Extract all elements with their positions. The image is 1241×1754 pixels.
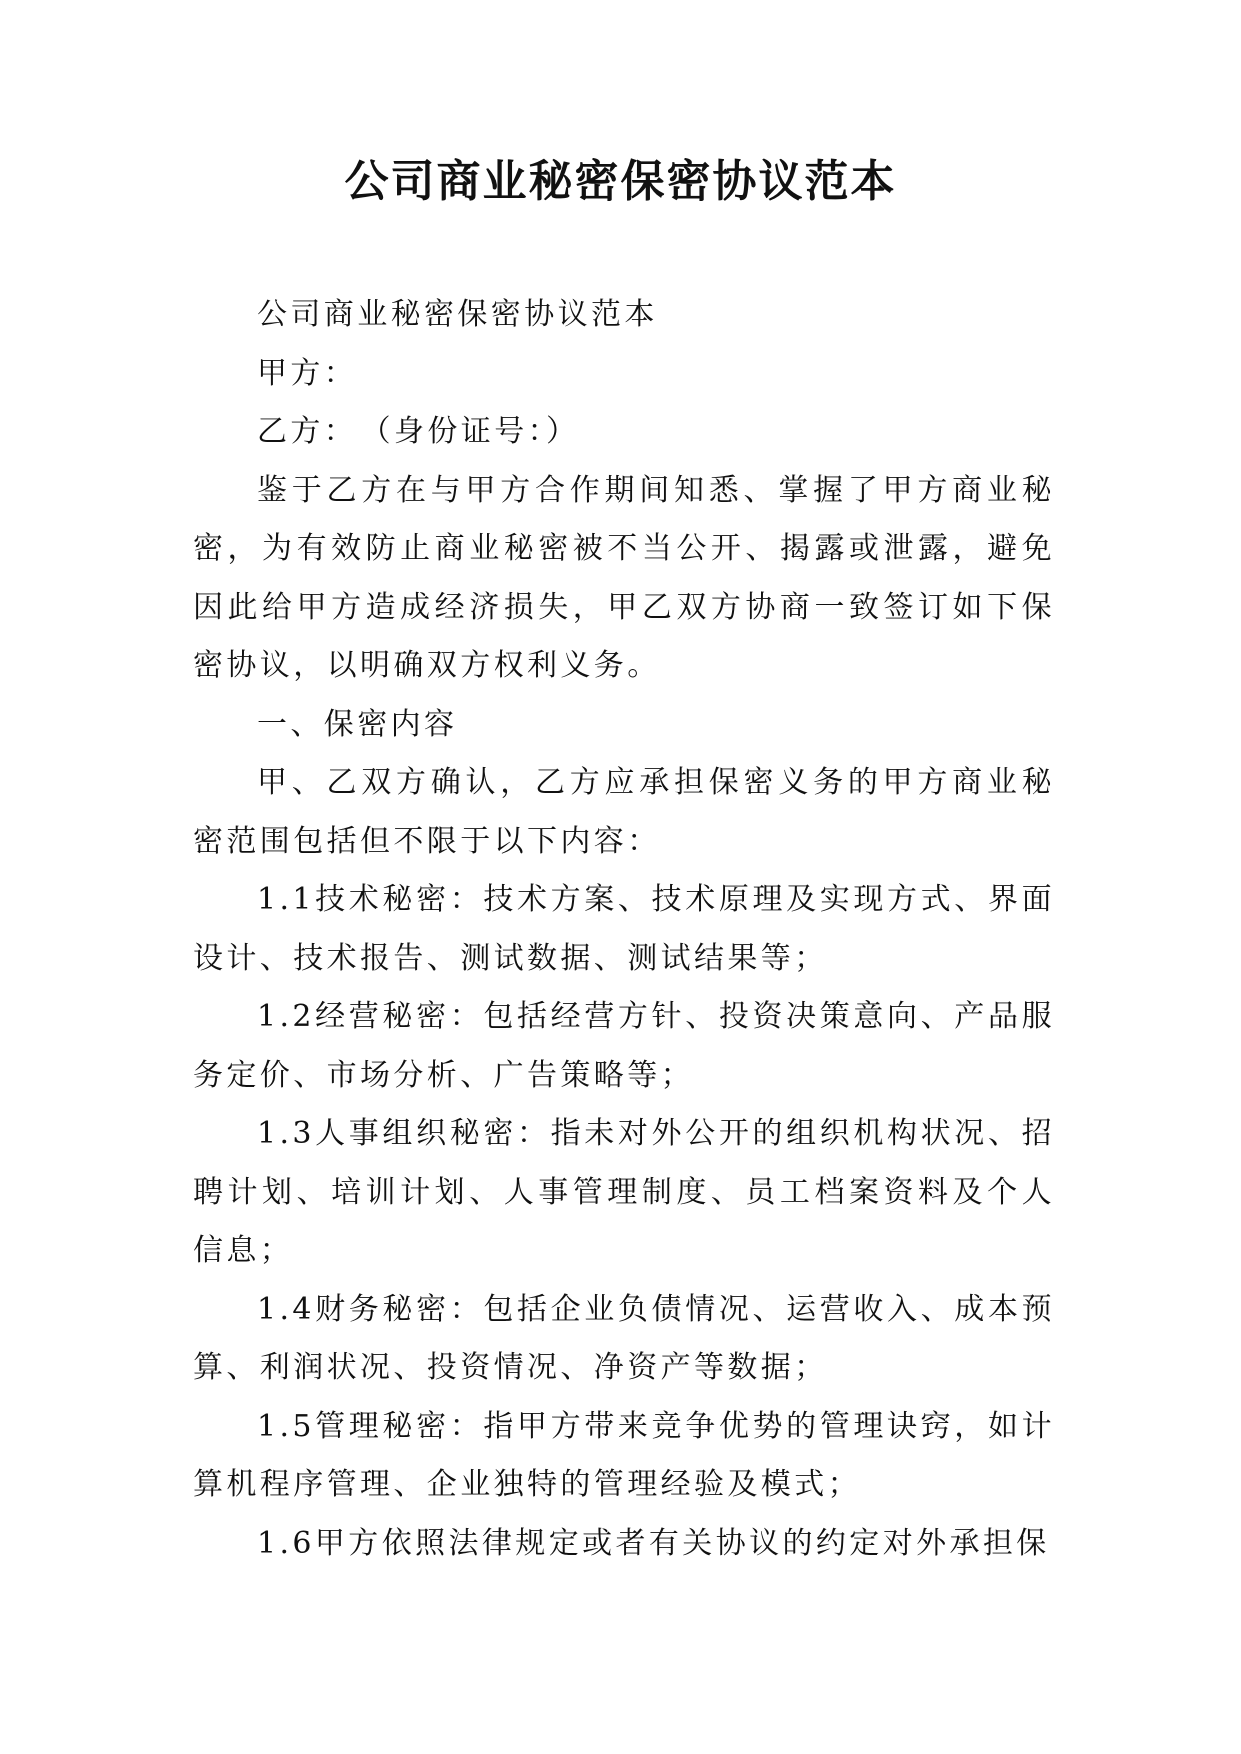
clause-1-5-management-secrets: 1.5管理秘密：指甲方带来竞争优势的管理诀窍，如计算机程序管理、企业独特的管理经验及模式； (193, 1408, 1055, 1502)
document-body (193, 286, 1055, 1573)
paragraph-preamble: 鉴于乙方在与甲方合作期间知悉、掌握了甲方商业秘密，为有效防止商业秘密被不当公开、揭露或泄露，避免因此给甲方造成经济损失，甲乙双方协商一致签订如下保密协议，以明确双方权利义务。 (193, 472, 1055, 683)
clause-1-1-technical-secrets: 1.1技术秘密：技术方案、技术原理及实现方式、界面设计、技术报告、测试数据、测试结果等； (193, 882, 1055, 976)
document-title: 公司商业秘密保密协议范本 (344, 156, 897, 207)
clause-1-2-business-secrets: 1.2经营秘密：包括经营方针、投资决策意向、产品服务定价、市场分析、广告策略等； (193, 999, 1055, 1093)
clause-1-3-personnel-secrets: 1.3人事组织秘密：指未对外公开的组织机构状况、招聘计划、培训计划、人事管理制度、员工档案资料及个人信息； (193, 1116, 1055, 1268)
clause-1-6-third-party-obligations: 1.6甲方依照法律规定或者有关协议的约定对外承担保 (257, 1525, 1050, 1561)
paragraph-heading-repeat: 公司商业秘密保密协议范本 (257, 297, 658, 332)
paragraph-party-a: 甲方： (257, 355, 358, 391)
clause-1-4-financial-secrets: 1.4财务秘密：包括企业负债情况、运营收入、成本预算、利润状况、投资情况、净资产等数据； (193, 1291, 1055, 1385)
section-heading-confidential-content: 一、保密内容 (257, 706, 458, 742)
paragraph-scope: 甲、乙双方确认，乙方应承担保密义务的甲方商业秘密范围包括但不限于以下内容： (193, 765, 1055, 859)
paragraph-party-b: 乙方： （身份证号：） (257, 414, 580, 449)
